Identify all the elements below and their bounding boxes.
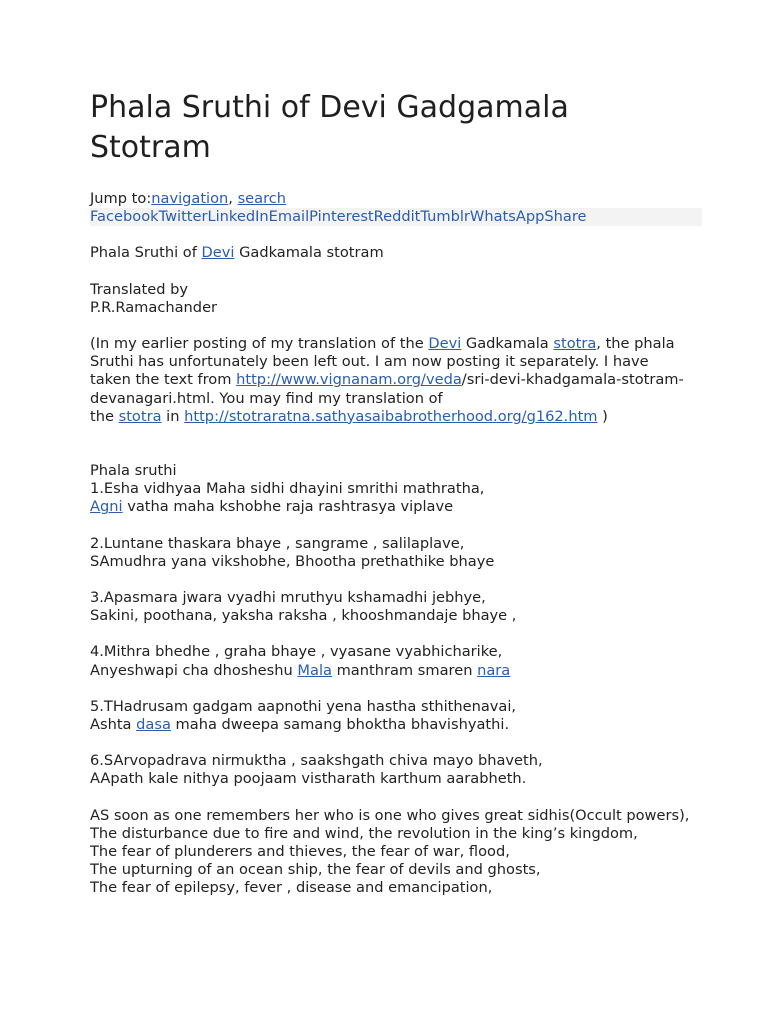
mala-link[interactable]: Mala (297, 661, 332, 679)
verses-heading: Phala sruthi (90, 462, 177, 480)
share-reddit-link[interactable]: Reddit (373, 208, 421, 226)
share-whatsapp-link[interactable]: WhatsApp (469, 208, 545, 226)
devi-link[interactable]: Devi (201, 244, 235, 262)
share-more-link[interactable]: Share (544, 208, 587, 226)
share-twitter-link[interactable]: Twitter (158, 208, 208, 226)
jump-to-label: Jump to: (90, 190, 152, 207)
translation-paragraph: AS soon as one remembers her who is one who gives great sidhis(Occult powers), The disturbance due to fire and wind, the revolution in the king’s kingdom, The fear of plunderers and thieves, the fear of war, flood, The upturning of an ocean ship, the fear of devils and ghosts, The fear of epilepsy, fever , disease and emancipation, (90, 806, 690, 897)
verse-1: Phala sruthi 1.Esha vidhyaa Maha sidhi dhayini smrithi mathratha, Agni vatha maha kshobhe raja rashtrasya viplave (90, 462, 485, 516)
stotra-link[interactable]: stotra (553, 335, 597, 353)
intro-paragraph: Phala Sruthi of Devi Gadkamala stotram (90, 244, 384, 262)
article-body (90, 88, 690, 916)
translator-credit: Translated by P.R.Ramachander (90, 280, 218, 316)
verse-5: 5.THadrusam gadgam aapnothi yena hastha sthithenavai, Ashta dasa maha dweepa samang bhoktha bhavishyathi. (90, 697, 517, 734)
page-title: Phala Sruthi of Devi Gadgamala Stotram (90, 90, 569, 165)
share-pinterest-link[interactable]: Pinterest (309, 208, 374, 226)
jump-separator: , (228, 190, 238, 207)
nara-link[interactable]: nara (477, 661, 511, 679)
jump-to-bar (90, 190, 690, 208)
note-paragraph: (In my earlier posting of my translation of the Devi Gadkamala stotra, the phala Sruthi has unfortunately been left out. I am now posting it separately. I have taken the text from http://www.vignanam.org/veda/sri-devi-khadgamala-stotram-devanagari.html. You may find my translation of the stotra in http://stotraratna.sathyasaibabrotherhood.org/g162.htm ) (90, 335, 684, 425)
share-tumblr-link[interactable]: Tumblr (420, 208, 470, 226)
verse-4: 4.Mithra bhedhe , graha bhaye , vyasane vyabhicharike, Anyeshwapi cha dhosheshu Mala manthram smaren nara (90, 643, 511, 679)
verse-3: 3.Apasmara jwara vyadhi mruthyu kshamadhi jebhye, Sakini, poothana, yaksha raksha , khooshmandaje bhaye , (90, 589, 517, 625)
share-linkedin-link[interactable]: LinkedIn (207, 208, 269, 226)
search-link[interactable]: search (237, 190, 287, 207)
devi-link[interactable]: Devi (428, 335, 462, 353)
share-bar (90, 208, 702, 226)
stotra-link[interactable]: stotra (118, 407, 162, 425)
agni-link[interactable]: Agni (90, 498, 123, 516)
dasa-link[interactable]: dasa (136, 716, 171, 734)
vignanam-link[interactable]: http://www.vignanam.org/veda (236, 371, 462, 389)
spacer (90, 444, 690, 462)
share-email-link[interactable]: Email (268, 208, 310, 226)
verse-2: 2.Luntane thaskara bhaye , sangrame , salilaplave, SAmudhra yana vikshobhe, Bhootha prethathike bhaye (90, 534, 495, 570)
verse-6: 6.SArvopadrava nirmuktha , saakshgath chiva mayo bhaveth, AApath kale nithya poojaam vistharath karthum aarabheth. (90, 752, 543, 788)
stotraratna-link[interactable]: http://stotraratna.sathyasaibabrotherhood.org/g162.htm (184, 407, 598, 425)
navigation-link[interactable]: navigation (151, 190, 229, 207)
share-facebook-link[interactable]: Facebook (90, 208, 159, 226)
